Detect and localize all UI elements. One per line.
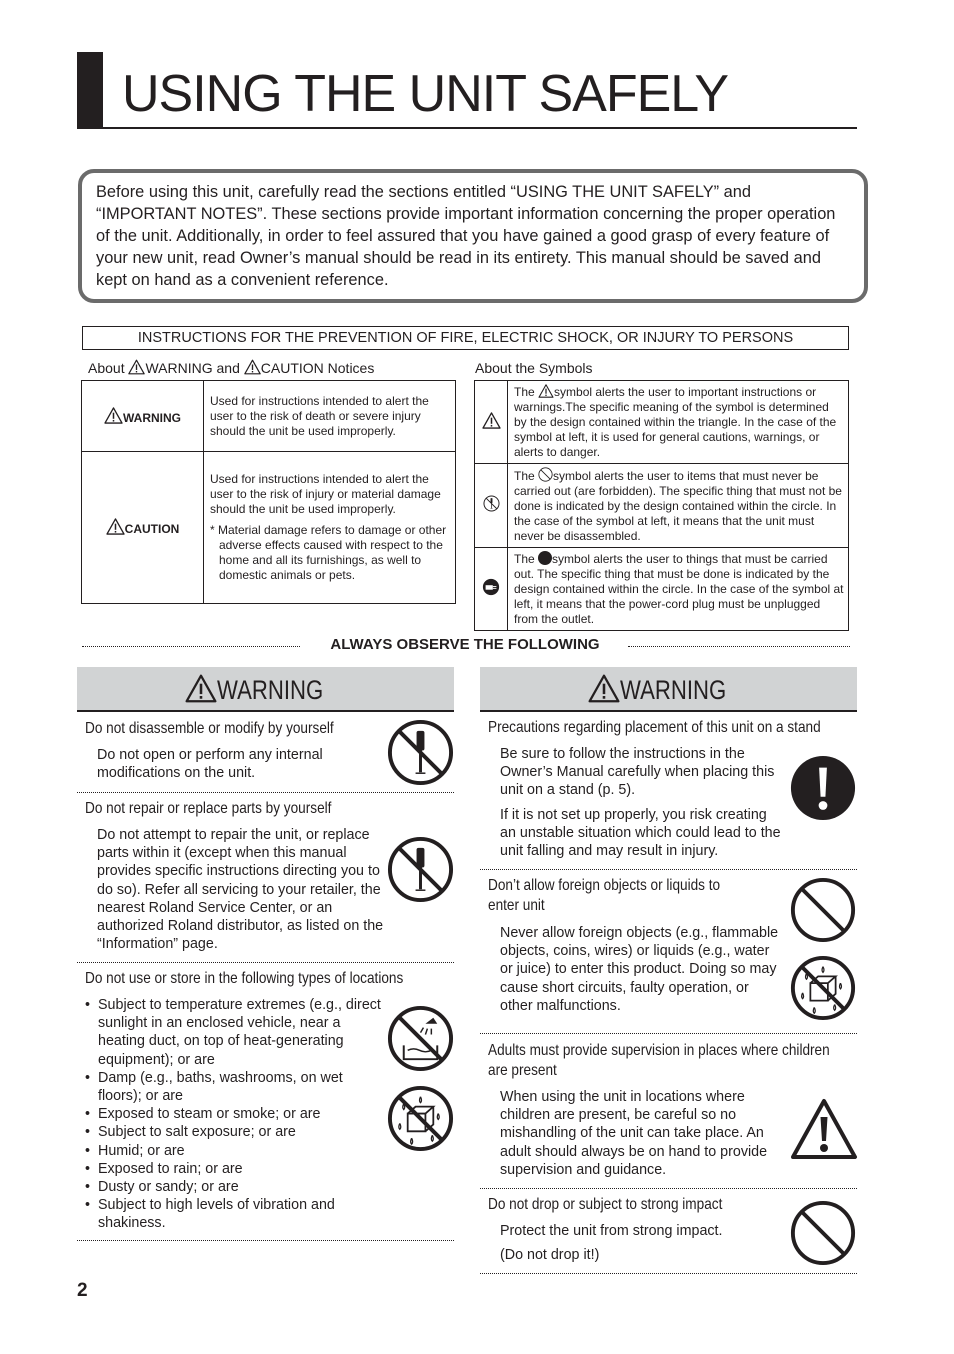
symbol-description-pre: The — [514, 469, 535, 483]
no-disassembly-icon — [386, 718, 455, 787]
symbol-icon-cell — [475, 548, 508, 631]
warning-triangle-icon — [128, 359, 145, 375]
list-item: • Subject to temperature extremes (e.g., direct sunlight in an enclosed vehicle, near a heating duct, on top of heat-generating equipment); or are — [85, 996, 385, 1069]
warning-triangle-icon — [244, 359, 261, 375]
location-list — [85, 996, 385, 1233]
prohibited-disassembly-icon — [483, 495, 500, 512]
warning-banner — [480, 667, 857, 712]
warning-label-cell — [82, 381, 204, 452]
mandatory-action-icon — [789, 754, 857, 822]
warning-triangle-icon — [185, 674, 217, 703]
warning-banner-label: WARNING — [216, 675, 323, 705]
instructions-banner: INSTRUCTIONS FOR THE PREVENTION OF FIRE, ELECTRIC SHOCK, OR INJURY TO PERSONS — [82, 326, 849, 350]
caution-label-cell — [82, 452, 204, 604]
symbol-icon-cell — [475, 381, 508, 464]
list-item: • Humid; or are — [85, 1142, 385, 1160]
intro-text: Before using this unit, carefully read the sections entitled “USING THE UNIT SAFELY” and “IMPORTANT NOTES”. These sections provide important information concerning the proper operation of the unit. Additionally, in order to feel assured that you have gained a good grasp of every feature of your new unit, read Owner’s manual should be read in its entirety. This manual should be saved and kept on hand as a convenient reference. — [96, 183, 836, 289]
section-title: Do not repair or replace parts by yourself — [85, 800, 332, 817]
section-title: Do not drop or subject to strong impact — [488, 1196, 723, 1213]
page-title: USING THE UNIT SAFELY — [122, 65, 729, 123]
symbols-table — [474, 380, 849, 631]
always-observe-heading: ALWAYS OBSERVE THE FOLLOWING — [330, 636, 600, 653]
section-title: Do not use or store in the following types of locations — [85, 970, 404, 987]
list-item: • Exposed to rain; or are — [85, 1160, 385, 1178]
symbol-row — [475, 548, 849, 631]
list-item: • Subject to salt exposure; or are — [85, 1123, 385, 1141]
symbol-description: symbol alerts the user to items that must never be carried out (are forbidden). The specific thing that must not be done is indicated by the design contained within the circle. In the case of the symbol at left, it means that the unit must never be disassembled. — [514, 469, 842, 543]
list-item: • Dusty or sandy; or are — [85, 1178, 385, 1196]
section-paragraph: Protect the unit from strong impact. — [500, 1223, 723, 1239]
list-item: • Damp (e.g., baths, washrooms, on wet floors); or are — [85, 1069, 385, 1105]
warning-triangle-icon — [104, 407, 123, 424]
caution-note: * Material damage refers to damage or other adverse effects caused with respect to the home and all its furnishings, as well to domestic animals or pets. — [210, 523, 447, 582]
notices-heading — [88, 359, 374, 376]
notices-heading-warning: WARNING and — [145, 360, 240, 376]
dotted-divider — [77, 962, 454, 963]
dotted-divider — [480, 869, 857, 870]
prohibited-circle-icon — [538, 467, 553, 482]
section-paragraph: (Do not drop it!) — [500, 1247, 600, 1264]
dotted-divider — [77, 1240, 454, 1241]
warning-label: WARNING — [123, 410, 181, 425]
no-repair-icon — [386, 835, 455, 904]
section-paragraph: If it is not set up properly, you risk creating an unstable situation which could lead to the unit falling and may result in injury. — [500, 806, 781, 860]
section-body: Never allow foreign objects (e.g., flammable objects, coins, wires) or liquids (e.g., water or juice) to enter this product. Doing so may cause short circuits, faulty operation, or other malfunctions. — [500, 925, 779, 1014]
title-rule — [77, 127, 857, 129]
section-title: Do not disassemble or modify by yourself — [85, 720, 334, 737]
prohibited-icon — [789, 876, 857, 944]
no-moisture-icon — [386, 1084, 455, 1153]
symbol-description-cell — [508, 464, 849, 548]
intro-box — [78, 169, 868, 303]
caution-description-cell — [204, 452, 456, 604]
dotted-divider — [77, 792, 454, 793]
caution-description: Used for instructions intended to alert the user to the risk of injury or material damage should the unit be used improperly. — [210, 472, 441, 516]
section-title: Precautions regarding placement of this unit on a stand — [488, 719, 821, 736]
page-number: 2 — [77, 1280, 88, 1301]
section-title: Don’t allow foreign objects or liquids to enter unit — [488, 877, 721, 914]
symbol-description: symbol alerts the user to things that must be carried out. The specific thing that must be done is indicated by the design contained within the circle. In the case of the symbol at left, it means that the power-cord plug must be unplugged from the outlet. — [514, 552, 844, 626]
notices-heading-about: About — [88, 360, 125, 376]
warning-description: Used for instructions intended to alert the user to the risk of death or severe injury should the unit be used improperly. — [204, 381, 456, 452]
list-item: • Subject to high levels of vibration and shakiness. — [85, 1196, 385, 1232]
warning-triangle-icon — [588, 674, 620, 703]
dotted-rule — [628, 646, 850, 647]
warning-triangle-icon — [106, 518, 125, 535]
notices-table — [81, 380, 456, 604]
symbol-description-cell — [508, 548, 849, 631]
warning-banner-label: WARNING — [619, 675, 726, 705]
warning-row — [82, 381, 456, 452]
no-liquids-icon — [789, 954, 857, 1022]
caution-triangle-icon — [789, 1097, 859, 1161]
mandatory-dot-icon — [538, 551, 552, 565]
unplug-icon — [482, 578, 500, 596]
caution-row — [82, 452, 456, 604]
dotted-divider — [480, 1188, 857, 1189]
symbol-description: symbol alerts the user to important instructions or warnings.The specific meaning of the symbol is determined by the design contained within the triangle. In the case of the symbol at left, it is used for general cautions, warnings, or alerts to danger. — [514, 385, 837, 459]
section-paragraph: Be sure to follow the instructions in the Owner’s Manual carefully when placing this unit on a stand (p. 5). — [500, 746, 775, 799]
symbol-description-cell — [508, 381, 849, 464]
section-body — [500, 1222, 785, 1264]
dotted-divider — [480, 1273, 857, 1274]
symbol-description-pre: The — [514, 385, 535, 399]
list-item: • Exposed to steam or smoke; or are — [85, 1105, 385, 1123]
caution-label: CAUTION — [124, 522, 180, 536]
symbol-icon-cell — [475, 464, 508, 548]
section-body — [500, 745, 785, 860]
dotted-divider — [480, 1033, 857, 1034]
notices-heading-caution: CAUTION Notices — [260, 360, 375, 376]
symbol-description-pre: The — [514, 552, 535, 566]
title-marker-bar — [77, 52, 103, 129]
dotted-rule — [82, 646, 300, 647]
symbol-row — [475, 381, 849, 464]
section-body: Do not open or perform any internal modifications on the unit. — [97, 747, 323, 782]
prohibited-icon — [789, 1199, 857, 1267]
section-body: When using the unit in locations where children are present, be careful so no mishandling of the unit can take place. An adult should always be on hand to provide supervision and guidance. — [500, 1089, 768, 1178]
no-heat-steam-icon — [386, 1004, 455, 1073]
section-body: Do not attempt to repair the unit, or replace parts within it (except when this manual provides specific instructions directing you to do so). Refer all servicing to your retailer, the nearest Roland Service Center, or an authorized Roland distributor, as listed on the “Information” page. — [97, 827, 384, 953]
symbols-heading: About the Symbols — [475, 360, 593, 376]
warning-triangle-icon — [482, 412, 501, 429]
symbol-row — [475, 464, 849, 548]
section-title: Adults must provide supervision in places where children are present — [488, 1042, 830, 1079]
warning-triangle-icon — [538, 384, 554, 398]
warning-banner — [77, 667, 454, 712]
